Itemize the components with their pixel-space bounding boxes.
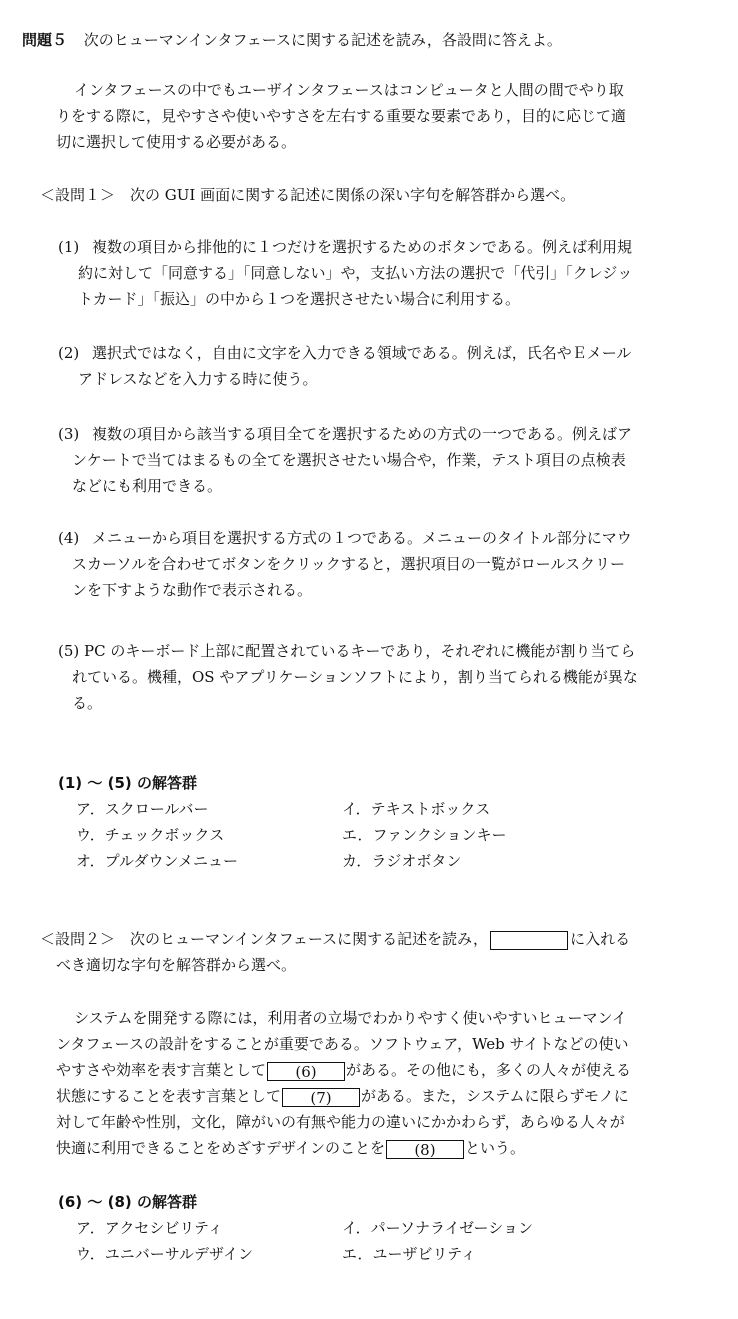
item-text: などにも利用できる。 — [72, 477, 223, 495]
choice-u: ウ．ユニバーサルデザイン — [76, 1245, 254, 1263]
blank-8: (8) — [386, 1140, 464, 1159]
para-line — [56, 1086, 629, 1107]
question2-heading-text: ＜設問２＞ 次のヒューマンインタフェースに関する記述を読み， — [40, 930, 489, 948]
choices-heading: (1) ～ (5) の解答群 — [58, 774, 197, 792]
item-text: れている。機種，OS やアプリケーションソフトにより，割り当てられる機能が異な — [72, 668, 638, 686]
item-text: トカード」「振込」の中から１つを選択させたい場合に利用する。 — [78, 290, 521, 308]
choice-e: エ．ユーザビリティ — [342, 1245, 476, 1263]
para-text: がある。その他にも，多くの人々が使える — [346, 1061, 632, 1079]
blank-box — [490, 931, 568, 950]
para-line: システムを開発する際には，利用者の立場でわかりやすく使いやすいヒューマンイ — [74, 1009, 627, 1027]
para-text: という。 — [464, 1139, 525, 1157]
question2-heading — [40, 929, 630, 950]
para-line: ンタフェースの設計をすることが重要である。ソフトウェア，Web サイトなどの使い — [56, 1035, 629, 1053]
item-text: る。 — [72, 694, 103, 712]
item-text: 複数の項目から該当する項目全てを選択するための方式の一つである。例えばア — [92, 425, 633, 443]
question2-heading-text: に入れる — [570, 930, 631, 948]
intro-line: りをする際に，見やすさや使いやすさを左右する重要な要素であり，目的に応じて適 — [56, 107, 627, 125]
item-text: 約に対して「同意する」「同意しない」や，支払い方法の選択で「代引」「クレジッ — [78, 264, 633, 282]
choice-e: エ．ファンクションキー — [342, 826, 507, 844]
choice-a: ア．スクロールバー — [76, 800, 209, 818]
choice-ka: カ．ラジオボタン — [342, 852, 462, 870]
item-text: スカーソルを合わせてボタンをクリックすると，選択項目の一覧がロールスクリー — [72, 555, 626, 573]
para-line — [56, 1060, 631, 1081]
item-text: 複数の項目から排他的に１つだけを選択するためのボタンである。例えば利用規 — [92, 238, 633, 256]
item-text: ンを下すような動作で表示される。 — [72, 581, 313, 599]
item-number: (4) — [58, 529, 80, 547]
para-text: やすさや効率を表す言葉として — [56, 1061, 267, 1079]
item-number: (3) — [58, 425, 80, 443]
choice-u: ウ．チェックボックス — [76, 826, 225, 844]
question2-heading-line2: べき適切な字句を解答群から選べ。 — [56, 956, 297, 974]
item-text: PC のキーボード上部に配置されているキーであり，それぞれに機能が割り当てら — [84, 642, 636, 660]
item-text: ンケートで当てはまるもの全てを選択させたい場合や，作業，テスト項目の点検表 — [72, 451, 626, 469]
problem-label: 問題５ — [22, 31, 68, 49]
item-text: 選択式ではなく，自由に文字を入力できる領域である。例えば，氏名やＥメール — [92, 344, 632, 362]
para-line: 対して年齢や性別，文化，障がいの有無や能力の違いにかかわらず，あらゆる人々が — [56, 1113, 625, 1131]
para-text: がある。また，システムに限らずモノに — [361, 1087, 629, 1105]
item-text: アドレスなどを入力する時に使う。 — [78, 370, 318, 388]
problem-header — [22, 30, 562, 50]
para-text: 快適に利用できることをめざすデザインのことを — [56, 1139, 385, 1157]
item-number: (1) — [58, 238, 80, 256]
item-number: (2) — [58, 344, 80, 362]
choice-i: イ．パーソナライゼーション — [342, 1219, 533, 1237]
blank-6: (6) — [267, 1062, 345, 1081]
question1-heading: ＜設問１＞ 次の GUI 画面に関する記述に関係の深い字句を解答群から選べ。 — [40, 186, 576, 204]
choice-a: ア．アクセシビリティ — [76, 1219, 223, 1237]
choices-heading: (6) ～ (8) の解答群 — [58, 1193, 197, 1211]
intro-line: 切に選択して使用する必要がある。 — [56, 133, 297, 151]
para-line — [56, 1138, 525, 1159]
choice-i: イ．テキストボックス — [342, 800, 491, 818]
intro-line: インタフェースの中でもユーザインタフェースはコンピュータと人間の間でやり取 — [74, 81, 624, 99]
problem-title: 次のヒューマンインタフェースに関する記述を読み，各設問に答えよ。 — [83, 31, 562, 49]
blank-7: (7) — [282, 1088, 360, 1107]
para-text: 状態にすることを表す言葉として — [56, 1087, 282, 1105]
choice-o: オ．プルダウンメニュー — [76, 852, 239, 870]
item-text: メニューから項目を選択する方式の１つである。メニューのタイトル部分にマウ — [92, 529, 632, 547]
item-number: (5) — [58, 642, 80, 660]
